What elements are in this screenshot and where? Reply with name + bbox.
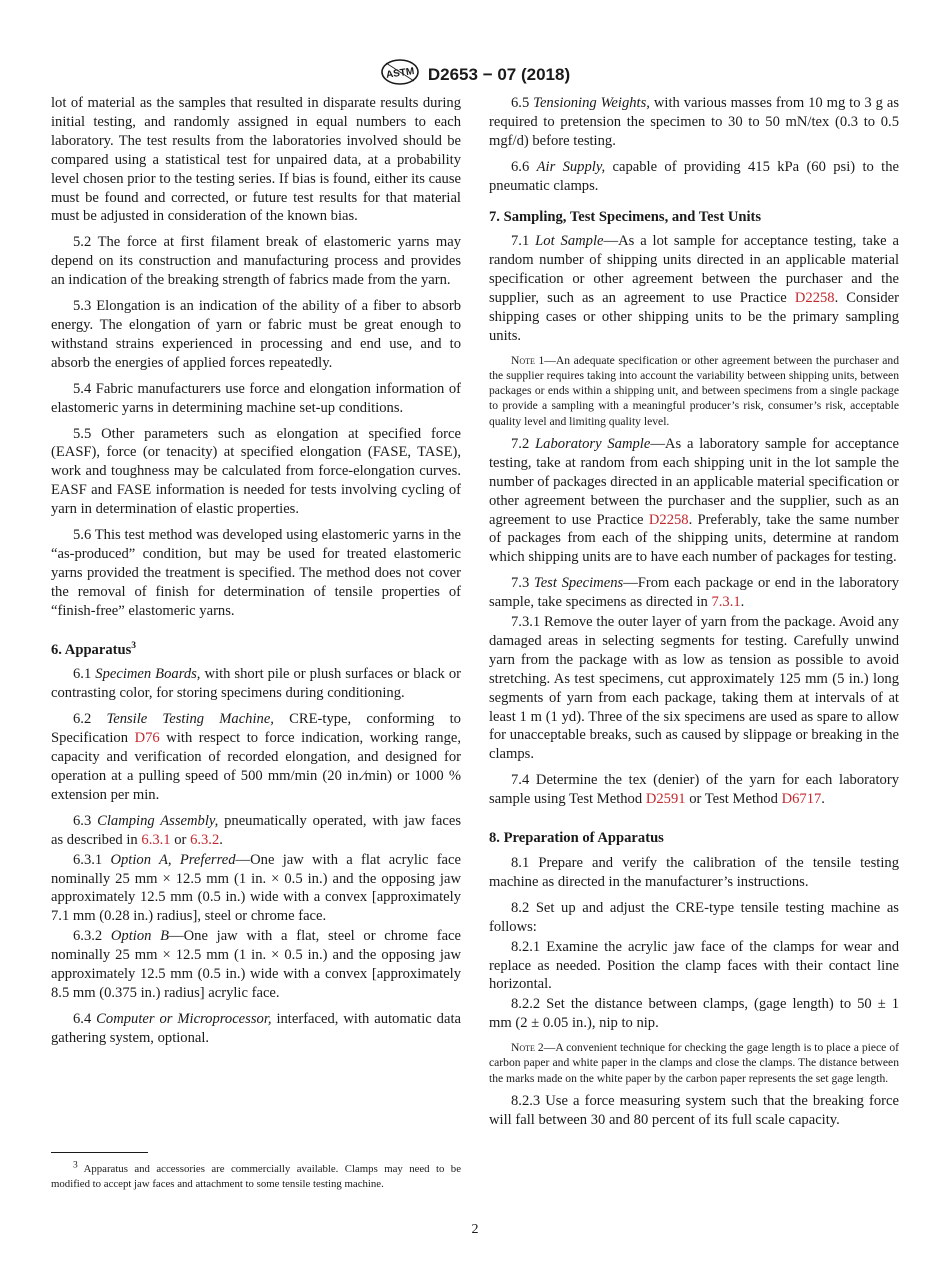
footnote-marker: 3 <box>131 640 137 651</box>
astm-logo-icon <box>380 58 420 91</box>
standard-designation: D2653 − 07 (2018) <box>427 64 571 84</box>
paragraph-6-3-2: 6.3.2 Option B—One jaw with a flat, steel or chrome face nominally 25 mm × 12.5 mm (1 in. × 0.5 in.) and the opposing jaw approximately 12.5 mm (0.5 in.) wide with a convex [approximately 8.5 mm (0.375 in.) radius] acrylic face. <box>51 928 462 1001</box>
left-column <box>51 94 461 1055</box>
paragraph-7-3-1: 7.3.1 Remove the outer layer of yarn from the package. Avoid any damaged areas in selecting segments for testing. Carefully unwind yarn from the package with as low as tension as possible to avoid stretching. As test specimens, cut approximately 125 mm (5 in.) long segments of yarn from each package, taking them at intervals of at least 1 m (1 yd). Three of the six specimens are used as spare to allow for unacceptable breaks, such as caused by slippage or breaking in the clamps. <box>489 614 899 763</box>
paragraph-6-6: 6.6 Air Supply, capable of providing 415 kPa (60 psi) to the pneumatic clamps. <box>489 158 899 194</box>
link-d2258-2[interactable]: D2258 <box>648 511 689 528</box>
paragraph-7-4: 7.4 Determine the tex (denier) of the yarn for each laboratory sample using Test Method D2591 or Test Method D6717. <box>489 772 899 808</box>
note-1: Note 1—An adequate specification or other agreement between the purchaser and the supplier requires taking into account the variability between shipping units, between packages or ends within a shipping unit, and between specimens from a single package to provide a sampling with a meaningful producer’s risk, consumer’s risk, acceptable quality level and limiting quality level. <box>489 353 899 428</box>
paragraph-8-1: 8.1 Prepare and verify the calibration of the tensile testing machine as directed in the manufacturer’s instructions. <box>489 855 899 890</box>
link-d2258[interactable]: D2258 <box>794 290 835 307</box>
link-7-3-1[interactable]: 7.3.1 <box>711 594 741 611</box>
paragraph-6-2: 6.2 Tensile Testing Machine, CRE-type, conforming to Specification D76 with respect to force indication, working range, capacity and verification of recorded elongation, and designed for operation at a pulling speed of 500 mm/min (20 in.⁄min) or 1000 % extension per min. <box>51 711 461 803</box>
paragraph-6-3: 6.3 Clamping Assembly, pneumatically operated, with jaw faces as described in 6.3.1 or 6.3.2. <box>51 812 462 848</box>
paragraph-5-1-continued: lot of material as the samples that resulted in disparate results during initial testing, and randomly assigned in equal numbers to each laboratory. The test results from the laboratories involved should be compared using a statistical test for unpaired data, at a probability level chosen prior to the testing series. If bias is found, either its cause must be found and corrected, or future test results for that material must be adjusted in consideration of the known bias. <box>51 95 461 225</box>
section-heading-apparatus: 6. Apparatus$^3$ <box>51 640 137 658</box>
right-column <box>489 94 899 1137</box>
paragraph-8-2: 8.2 Set up and adjust the CRE-type tensile testing machine as follows: <box>489 899 899 935</box>
link-6-3-2[interactable]: 6.3.2 <box>190 831 220 848</box>
section-heading-sampling: 7. Sampling, Test Specimens, and Test Units <box>489 208 762 225</box>
page-number: 2 <box>471 1222 479 1237</box>
note-2: Note 2—A convenient technique for checking the gage length is to place a piece of carbon paper and white paper in the clamps and close the clamps. The distance between the marks made on the white paper by the carbon paper represents the set gage length. <box>489 1041 899 1085</box>
paragraph-5-3: 5.3 Elongation is an indication of the ability of a fiber to absorb energy. The elongation of yarn or fabric must be great enough to withstand strains experienced in processing and end use, and to absorb the energies of applied forces repeatedly. <box>51 298 461 371</box>
paragraph-5-6: 5.6 This test method was developed using elastomeric yarns in the “as-produced” condition, but may be used for treated elastomeric yarns provided the treatment is specified. The method does not cover the removal of finish for determination of tensile properties of “finish-free” elastomeric yarns. <box>51 527 461 619</box>
paragraph-5-2: 5.2 The force at first filament break of elastomeric yarns may depend on its construction and manufacturing process and provides an indication of the breaking strength of fabrics made from the yarn. <box>51 234 461 289</box>
footnote-divider <box>51 1152 148 1153</box>
paragraph-6-3-1: 6.3.1 Option A, Preferred—One jaw with a flat acrylic face nominally 25 mm × 12.5 mm (1 in. × 0.5 in.) and the opposing jaw approximately 12.5 mm (0.5 in.) wide with a convex [approximately 7.1 mm (0.28 in.) radius], steel or chrome face. <box>51 851 461 925</box>
link-d6717[interactable]: D6717 <box>781 791 822 808</box>
footnote-3: $^3$ Apparatus and accessories are commercially available. Clamps may need to be modified to accept jaw faces and attachment to some tensile testing machine. <box>51 1160 462 1190</box>
paragraph-5-5: 5.5 Other parameters such as elongation at specified force (EASF), force (or tenacity) at specified elongation (FASE, TASE), work and toughness may be calculated from force-elongation curves. EASF and FASE information is needed for tests involving cycling of yarn in determination of elastic properties. <box>51 425 461 518</box>
paragraph-5-4: 5.4 Fabric manufacturers use force and elongation information of elastomeric yarns in determining machine set-up conditions. <box>51 380 461 416</box>
paragraph-8-2-2: 8.2.2 Set the distance between clamps, (gage length) to 50 ± 1 mm (2 ± 0.05 in.), nip to nip. <box>489 996 899 1032</box>
paragraph-7-1: 7.1 Lot Sample—As a lot sample for acceptance testing, take a random number of shipping units directed in an applicable material specification or other agreement between the purchaser and the supplier, such as an agreement to use Practice D2258. Consider shipping cases or other shipping units to be the primary sampling units. <box>489 233 900 344</box>
link-d76[interactable]: D76 <box>134 730 160 747</box>
paragraph-8-2-3: 8.2.3 Use a force measuring system such that the breaking force will fall between 30 and 80 percent of its full scale capacity. <box>489 1092 899 1128</box>
paragraph-8-2-1: 8.2.1 Examine the acrylic jaw face of the clamps for wear and replace as needed. Position the clamp faces with their contact line horizontal. <box>489 938 899 993</box>
paragraph-6-4: 6.4 Computer or Microprocessor, interfaced, with automatic data gathering system, optional. <box>51 1010 461 1046</box>
svg-text:ASTM: ASTM <box>385 66 415 81</box>
paragraph-7-3: 7.3 Test Specimens—From each package or end in the laboratory sample, take specimens as directed in 7.3.1. <box>489 575 899 611</box>
paragraph-6-5: 6.5 Tensioning Weights, with various masses from 10 mg to 3 g as required to pretension the specimen to 30 to 50 mN/tex (0.3 to 0.5 mgf/d) before testing. <box>489 95 900 149</box>
paragraph-6-1: 6.1 Specimen Boards, with short pile or plush surfaces or black or contrasting color, for storing specimens during conditioning. <box>51 666 462 702</box>
paragraph-7-2: 7.2 Laboratory Sample—As a laboratory sample for acceptance testing, take at random from each shipping unit in the lot sample the number of packages directed in an applicable material specification or other agreement between the purchaser and the supplier, such as an agreement to use Practice D2258. Preferably, take the same number of packages from each of the shipping units, determine at random which shipping units are to have each number of packages for testing. <box>489 435 900 566</box>
link-6-3-1[interactable]: 6.3.1 <box>141 831 171 848</box>
page-header <box>0 58 950 91</box>
link-d2591[interactable]: D2591 <box>645 791 686 808</box>
section-heading-preparation: 8. Preparation of Apparatus <box>489 830 664 847</box>
